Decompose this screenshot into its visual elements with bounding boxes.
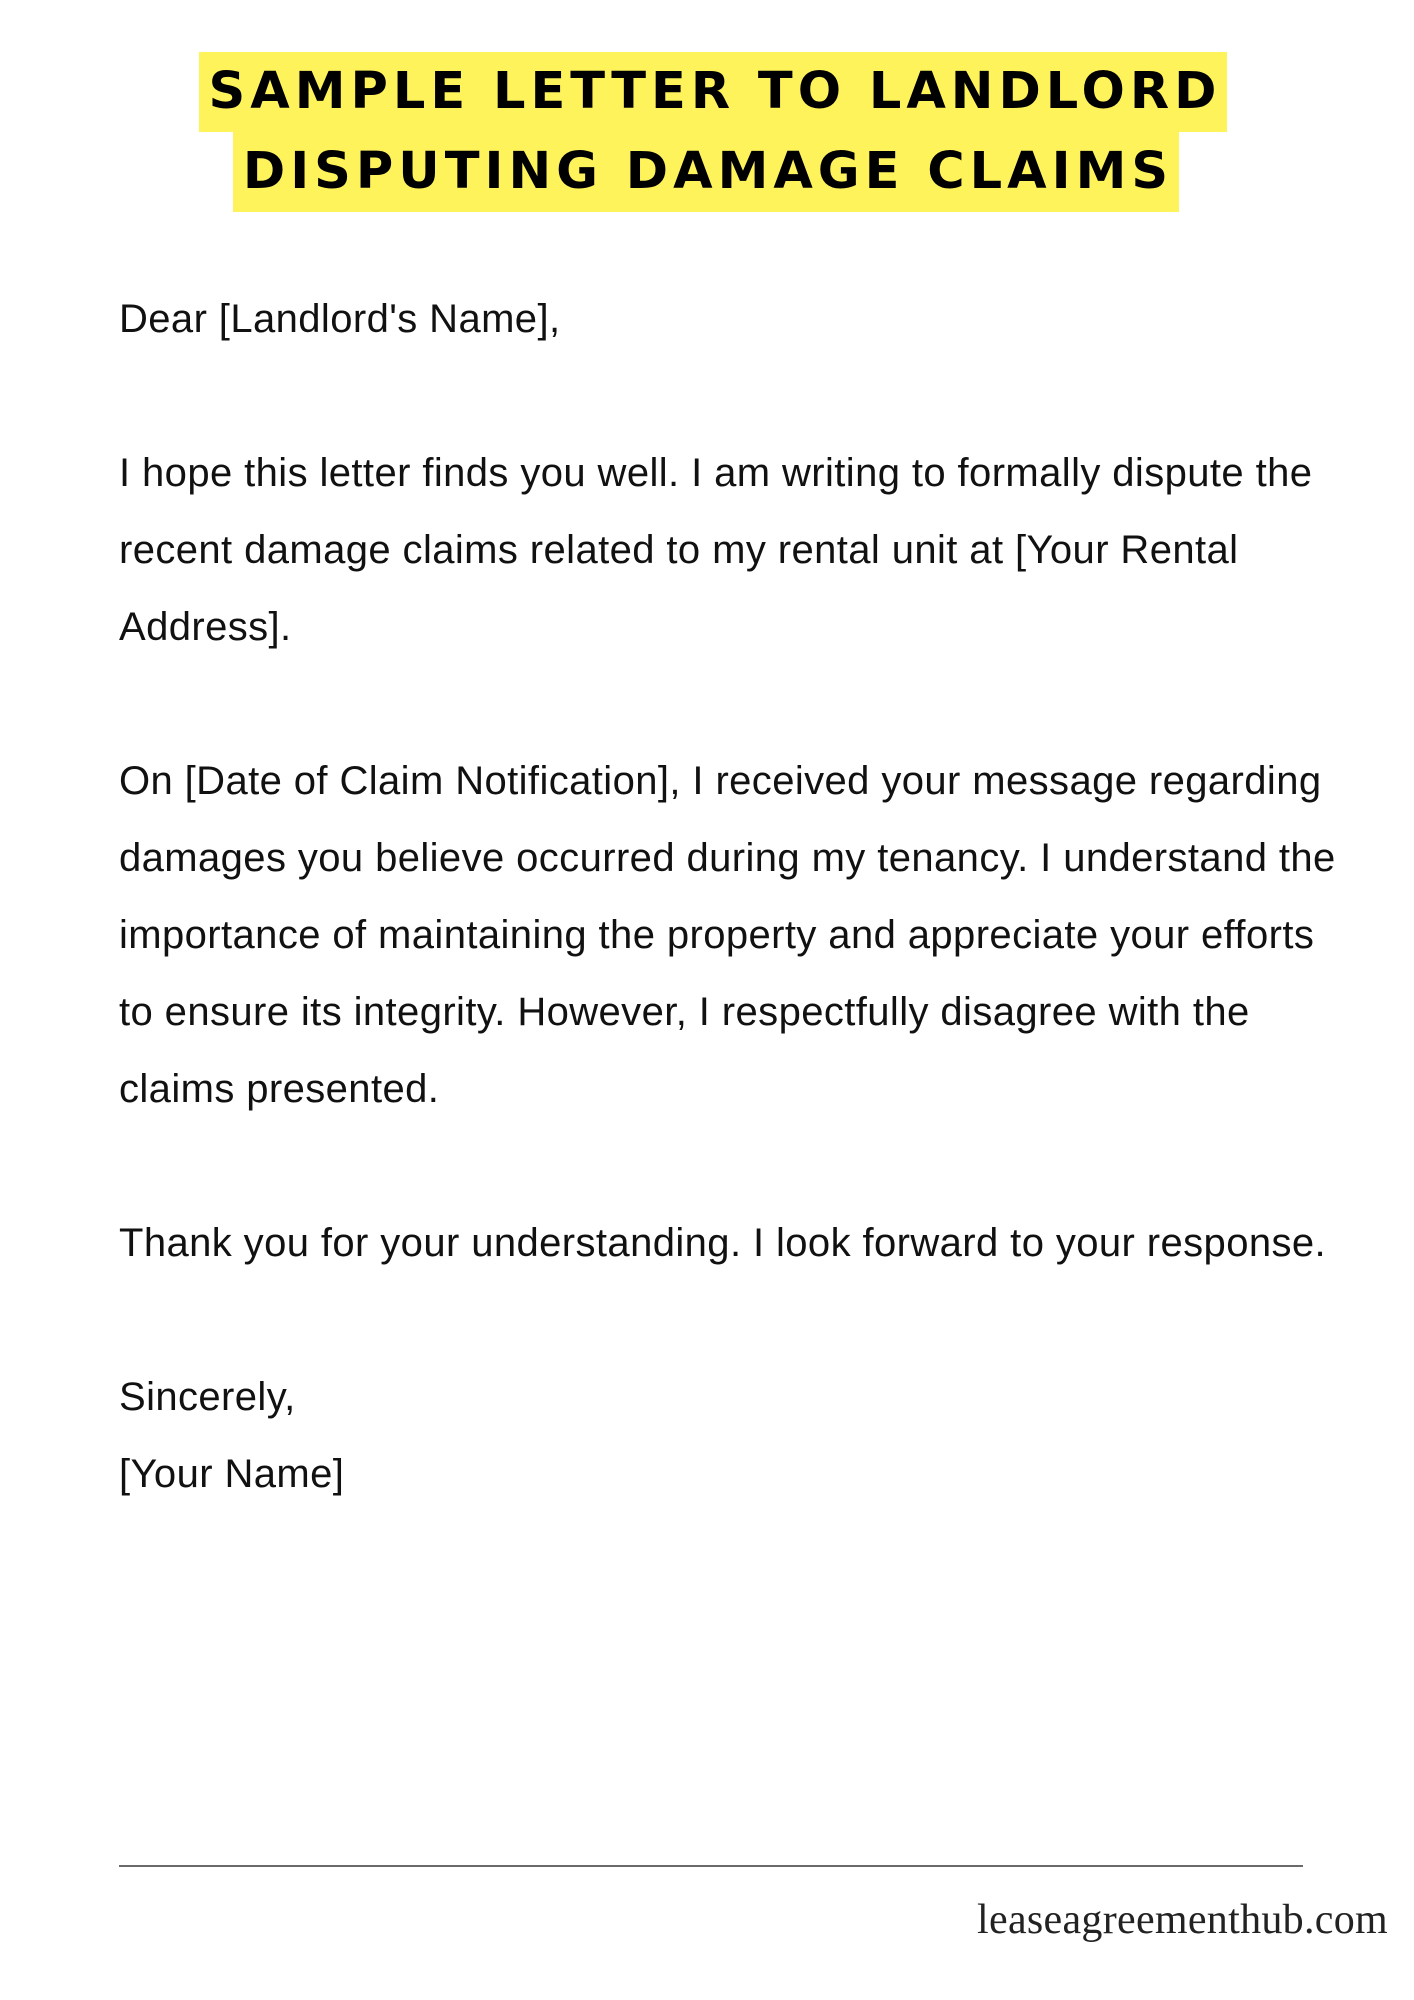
signature: [Your Name] (119, 1452, 345, 1496)
salutation: Dear [Landlord's Name], (119, 297, 561, 341)
paragraph-thanks: Thank you for your understanding. I look forward to your response. (119, 1221, 1327, 1265)
footer-website: leaseagreementhub.com (977, 1897, 1388, 1943)
paragraph-intro: I hope this letter finds you well. I am writing to formally dispute the recent damage claims related to my rental unit at [Your Rental Address]. (119, 451, 1313, 649)
closing: Sincerely, (119, 1375, 296, 1419)
footer-divider (119, 1865, 1303, 1867)
letter-body (119, 281, 1349, 1513)
title-line-2: DISPUTING DAMAGE CLAIMS (233, 132, 1179, 212)
document-title (0, 52, 1414, 212)
paragraph-dispute: On [Date of Claim Notification], I received your message regarding damages you believe occurred during my tenancy. I understand the importance of maintaining the property and appreciate your efforts to ensure its integrity. However, I respectfully disagree with the claims presented. (119, 759, 1336, 1111)
title-line-1: SAMPLE LETTER TO LANDLORD (199, 52, 1228, 132)
